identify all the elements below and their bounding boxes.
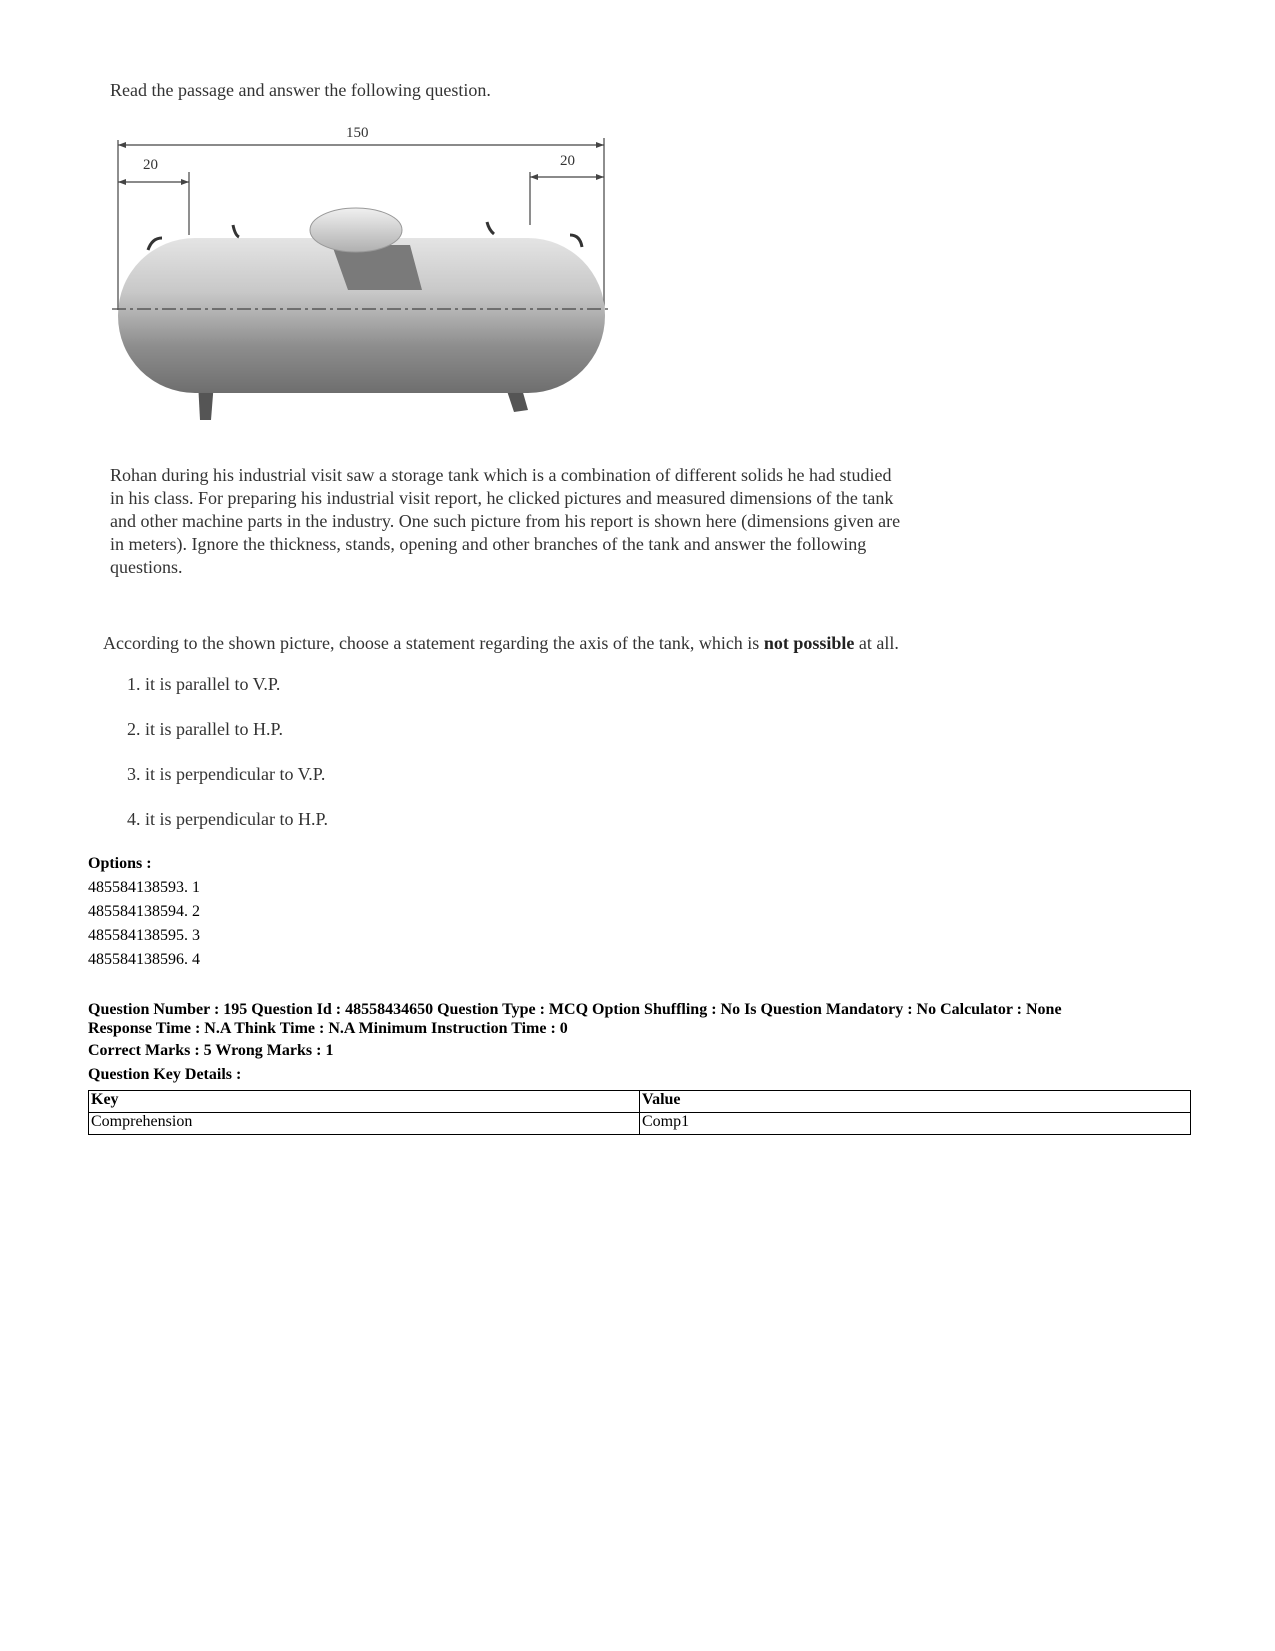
dimension-total-label: 150	[346, 125, 369, 141]
question-meta-line2: Response Time : N.A Think Time : N.A Minimum Instruction Time : 0	[88, 1020, 568, 1037]
key-table-cell-key: Comprehension	[89, 1113, 640, 1135]
passage-line: questions.	[110, 557, 183, 577]
key-table	[88, 1090, 1191, 1135]
option-item: 485584138594. 2	[88, 903, 200, 920]
question-meta-line1: Question Number : 195 Question Id : 48558434650 Question Type : MCQ Option Shuffling : No Is Question Mandatory : No Calculator : None	[88, 1001, 1062, 1018]
passage-line: in his class. For preparing his industrial visit report, he clicked pictures and measured dimensions of the tank	[110, 488, 894, 508]
dimension-arrows	[118, 142, 604, 185]
answer-choice-3: 3. it is perpendicular to V.P.	[127, 764, 326, 784]
answer-choice-2: 2. it is parallel to H.P.	[127, 719, 283, 739]
option-item: 485584138595. 3	[88, 927, 200, 944]
question-meta	[88, 1000, 1198, 1038]
tank-figure	[110, 120, 650, 450]
marks-line: Correct Marks : 5 Wrong Marks : 1	[88, 1042, 334, 1059]
passage-line: and other machine parts in the industry. One such picture from his report is shown here (dimensions given are	[110, 511, 901, 531]
answer-choice-1: 1. it is parallel to V.P.	[127, 674, 281, 694]
option-item: 485584138593. 1	[88, 879, 200, 896]
dimension-right-label: 20	[560, 153, 575, 169]
options-block	[88, 852, 200, 972]
options-label: Options :	[88, 855, 152, 872]
key-table-cell-value: Comp1	[640, 1113, 1191, 1135]
answer-choices	[127, 674, 328, 854]
question-text-after: at all.	[854, 633, 899, 653]
question-emphasis: not possible	[763, 633, 855, 653]
key-table-header-row	[89, 1091, 1191, 1113]
key-table-header-key: Key	[89, 1091, 640, 1113]
key-table-header-value: Value	[640, 1091, 1191, 1113]
passage-intro: Read the passage and answer the following question.	[110, 80, 491, 100]
answer-choice-4: 4. it is perpendicular to H.P.	[127, 809, 328, 829]
passage-text	[110, 464, 970, 579]
question-text-before: According to the shown picture, choose a statement regarding the axis of the tank, which is	[103, 633, 764, 653]
tank-dome	[310, 208, 402, 252]
passage-line: in meters). Ignore the thickness, stands, opening and other branches of the tank and answer the following	[110, 534, 867, 554]
question-text	[103, 633, 899, 654]
table-row	[89, 1113, 1191, 1135]
dimension-left-label: 20	[143, 157, 158, 173]
key-details-label: Question Key Details :	[88, 1066, 242, 1083]
passage-line: Rohan during his industrial visit saw a storage tank which is a combination of different solids he had studied	[110, 465, 892, 485]
option-item: 485584138596. 4	[88, 951, 200, 968]
